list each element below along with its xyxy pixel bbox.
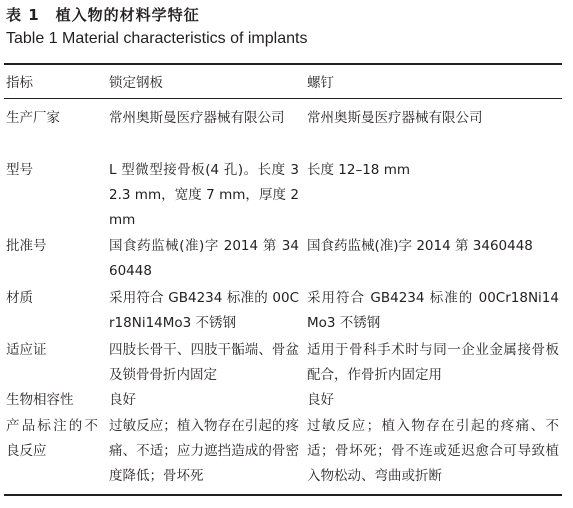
row-label-biocompatibility: 生物相容性 (6, 392, 74, 408)
cell-screw-model: 长度 12–18 mm (307, 162, 410, 178)
cell-screw-approval-number: 国食药监械(准)字 2014 第 3460448 (307, 238, 533, 254)
row-label-material: 材质 (6, 290, 33, 306)
table-caption-chinese: 表 1 植入物的材料学特征 (6, 6, 200, 24)
table-caption-english: Table 1 Material characteristics of implants (6, 30, 308, 47)
cell-screw-manufacturer: 常州奥斯曼医疗器械有限公司 (307, 110, 483, 126)
cell-screw-indications: 适用于骨科手术时与同一企业金属接骨板配合，作骨折内固定用 (307, 342, 559, 383)
cell-screw-material: 采用符合 GB4234 标准的 00Cr18Ni14Mo3 不锈钢 (307, 290, 559, 331)
cell-plate-model: L 型微型接骨板(4 孔)。长度 32.3 mm，宽度 7 mm，厚度 2 mm (109, 162, 299, 228)
cell-plate-material: 采用符合 GB4234 标准的 00Cr18Ni14Mo3 不锈钢 (109, 290, 299, 331)
row-label-indications: 适应证 (6, 342, 47, 358)
table-bottom-rule (4, 494, 562, 496)
cell-screw-adverse-reactions: 过敏反应；植入物存在引起的疼痛、不适；骨坏死；骨不连或延迟愈合可导致植入物松动、弯曲或折断 (307, 418, 559, 484)
header-screw: 螺钉 (307, 75, 334, 91)
row-label-approval-number: 批准号 (6, 238, 47, 254)
cell-plate-manufacturer: 常州奥斯曼医疗器械有限公司 (109, 110, 285, 126)
table-header-rule (4, 98, 562, 99)
row-label-adverse-reactions: 产品标注的不良反应 (6, 418, 98, 459)
cell-plate-adverse-reactions: 过敏反应；植入物存在引起的疼痛、不适；应力遮挡造成的骨密度降低；骨坏死 (109, 418, 299, 484)
cell-plate-biocompatibility: 良好 (109, 392, 136, 408)
row-label-model: 型号 (6, 162, 33, 178)
table-top-rule (4, 63, 562, 65)
cell-plate-approval-number: 国食药监械(准)字 2014 第 3460448 (109, 238, 299, 279)
cell-plate-indications: 四肢长骨干、四肢干骺端、骨盆及锁骨骨折内固定 (109, 342, 299, 383)
header-indicator: 指标 (6, 75, 33, 91)
row-label-manufacturer: 生产厂家 (6, 110, 60, 126)
cell-screw-biocompatibility: 良好 (307, 392, 334, 408)
header-locking-plate: 锁定钢板 (109, 75, 163, 91)
